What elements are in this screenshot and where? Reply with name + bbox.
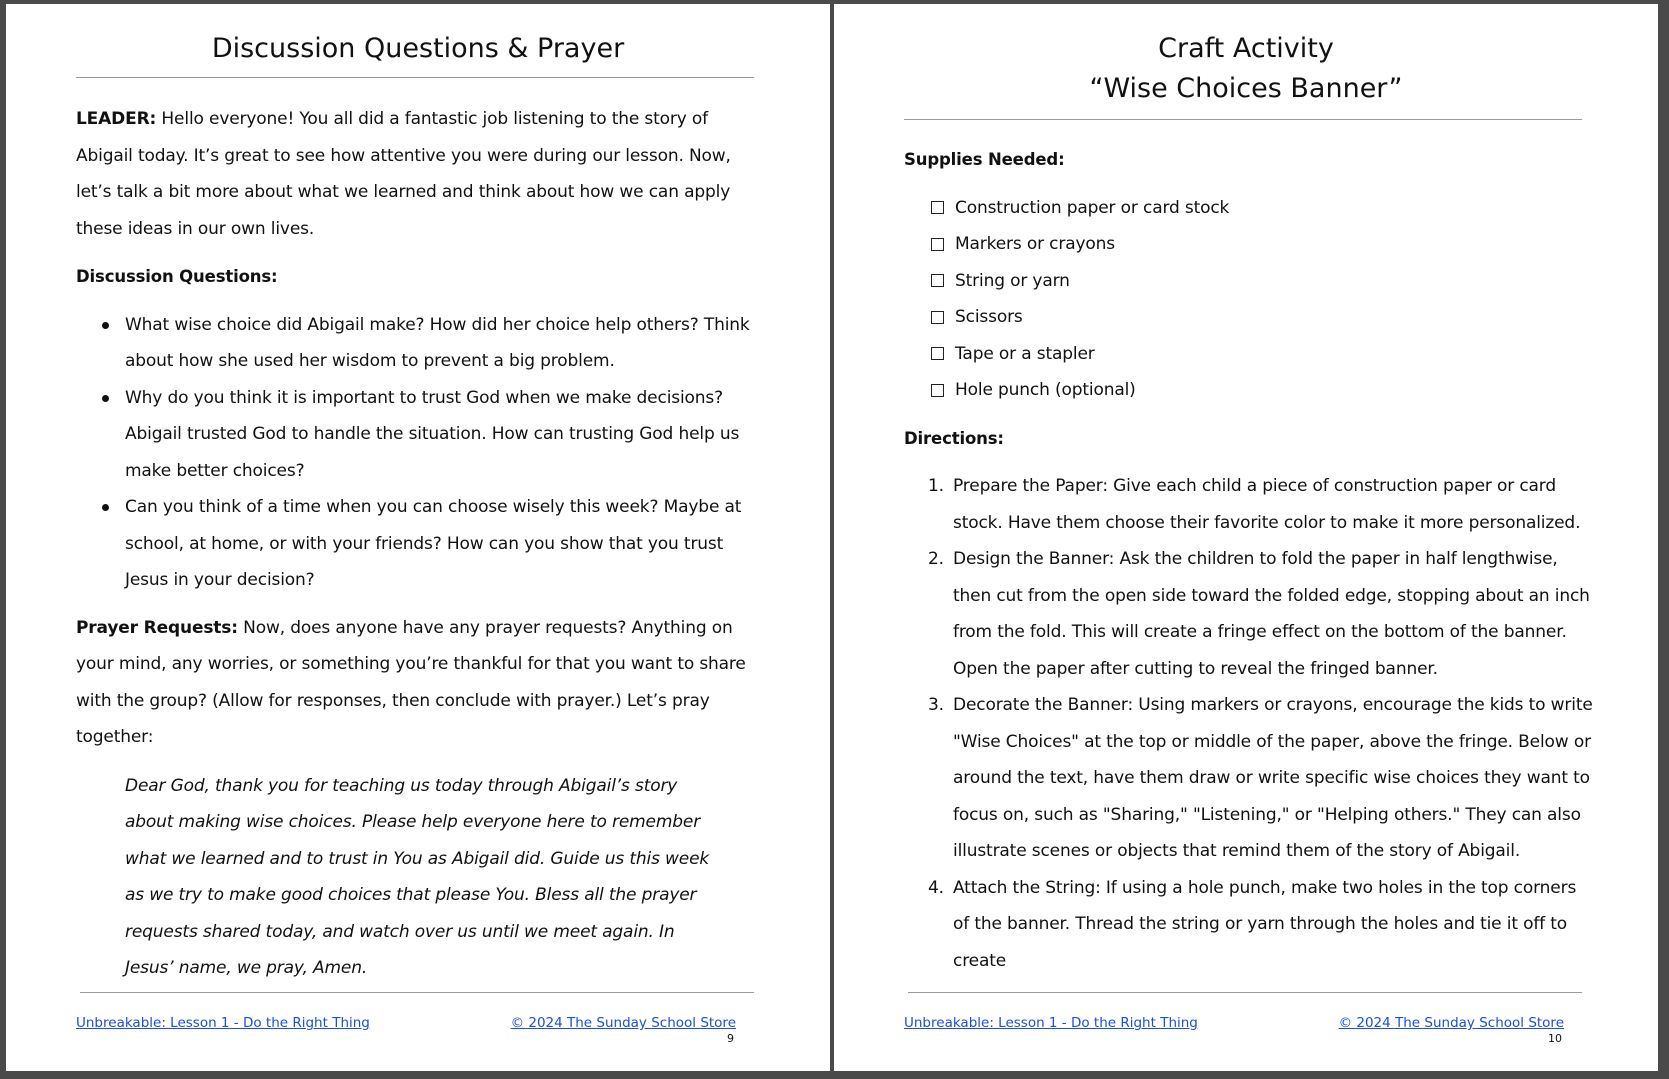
supplies-list xyxy=(904,190,1594,409)
step-text: Prepare the Paper: Give each child a piece of construction paper or card stock. Have them choose their favorite color to make it more personalized. xyxy=(953,476,1581,533)
list-item xyxy=(904,468,1594,541)
closing-prayer: Dear God, thank you for teaching us today through Abigail’s story about making wise choices. Please help everyone here to remember what we learned and to trust in You as Abigail did. Guide us this week as we try to make good choices that please You. Bless all the prayer requests shared today, and watch over us until we meet again. In Jesus’ name, we pray, Amen. xyxy=(125,775,710,978)
list-item xyxy=(904,263,1594,300)
list-item xyxy=(904,336,1594,373)
footer-copyright-link[interactable]: © 2024 The Sunday School Store xyxy=(1338,1015,1564,1031)
prayer-requests-text: Now, does anyone have any prayer requests? Anything on your mind, any worries, or something you’re thankful for that you want to share with the group? (Allow for responses, then conclude with prayer.) Let’s pray together: xyxy=(76,617,746,747)
step-number: 1. xyxy=(928,476,944,496)
list-item xyxy=(904,299,1594,336)
supply-label: Hole punch (optional) xyxy=(955,380,1136,400)
step-text: Decorate the Banner: Using markers or crayons, encourage the kids to write "Wise Choices" at the top or middle of the paper, above the fringe. Below or around the text, have them draw or write specific wise choices they want to focus on, such as "Sharing," "Listening," or "Helping others." They can also illustrate scenes or objects that remind them of the story of Abigail. xyxy=(953,695,1593,861)
title-line-2: “Wise Choices Banner” xyxy=(1089,73,1403,104)
document-page-right xyxy=(834,4,1658,1071)
supplies-heading: Supplies Needed: xyxy=(904,150,1065,169)
footer-divider xyxy=(80,992,754,993)
supply-label: Scissors xyxy=(955,307,1023,327)
document-page-left xyxy=(6,4,830,1071)
prayer-requests-label: Prayer Requests: xyxy=(76,617,238,638)
leader-label: LEADER: xyxy=(76,109,157,129)
right-content xyxy=(904,142,1594,979)
prayer-requests-paragraph xyxy=(76,610,758,756)
checkbox-icon xyxy=(931,274,944,287)
title-divider xyxy=(76,77,754,78)
list-item: Can you think of a time when you can choose wisely this week? Maybe at school, at home, or with your friends? How can you show that you trust Jesus in your decision? xyxy=(76,489,758,599)
step-number: 4. xyxy=(928,877,944,898)
footer-copyright-link[interactable]: © 2024 The Sunday School Store xyxy=(510,1015,736,1031)
page-number: 9 xyxy=(727,1032,734,1045)
left-content xyxy=(76,101,758,987)
title-divider xyxy=(904,119,1582,120)
supply-label: Construction paper or card stock xyxy=(955,197,1230,218)
checkbox-icon xyxy=(931,311,944,324)
list-item: What wise choice did Abigail make? How did her choice help others? Think about how she used her wisdom to prevent a big problem. xyxy=(76,307,758,380)
list-item xyxy=(904,687,1594,870)
directions-list xyxy=(904,468,1594,979)
directions-heading: Directions: xyxy=(904,428,1004,448)
checkbox-icon xyxy=(931,384,944,397)
footer-lesson-link[interactable]: Unbreakable: Lesson 1 - Do the Right Thing xyxy=(904,1015,1198,1031)
list-item xyxy=(904,541,1594,687)
checkbox-icon xyxy=(931,201,944,214)
leader-paragraph xyxy=(76,101,758,247)
page-title xyxy=(834,29,1658,109)
supply-label: Tape or a stapler xyxy=(955,343,1095,364)
step-text: Attach the String: If using a hole punch, make two holes in the top corners of the banner. Thread the string or yarn through the holes and tie it off to create xyxy=(953,877,1577,971)
checkbox-icon xyxy=(931,347,944,360)
leader-text: Hello everyone! You all did a fantastic job listening to the story of Abigail today. It’s great to see how attentive you were during our lesson. Now, let’s talk a bit more about what we learned and think about how we can apply these ideas in our own lives. xyxy=(76,109,731,239)
checkbox-icon xyxy=(931,238,944,251)
discussion-heading: Discussion Questions: xyxy=(76,267,278,286)
list-item xyxy=(904,372,1594,409)
step-number: 3. xyxy=(928,695,944,715)
list-item xyxy=(904,190,1594,227)
discussion-list xyxy=(76,307,758,599)
title-line-1: Craft Activity xyxy=(1158,33,1334,64)
step-number: 2. xyxy=(928,549,944,569)
page-title: Discussion Questions & Prayer xyxy=(211,33,625,64)
page-number: 10 xyxy=(1548,1032,1562,1045)
footer-divider xyxy=(908,992,1582,993)
step-text: Design the Banner: Ask the children to fold the paper in half lengthwise, then cut from the open side toward the folded edge, stopping about an inch from the fold. This will create a fringe effect on the bottom of the banner. Open the paper after cutting to reveal the fringed banner. xyxy=(953,549,1590,679)
list-item xyxy=(904,226,1594,263)
supply-label: String or yarn xyxy=(955,270,1070,291)
footer-lesson-link[interactable]: Unbreakable: Lesson 1 - Do the Right Thing xyxy=(76,1015,370,1031)
list-item xyxy=(904,870,1594,980)
list-item: Why do you think it is important to trust God when we make decisions? Abigail trusted God to handle the situation. How can trusting God help us make better choices? xyxy=(76,380,758,490)
supply-label: Markers or crayons xyxy=(955,234,1115,254)
